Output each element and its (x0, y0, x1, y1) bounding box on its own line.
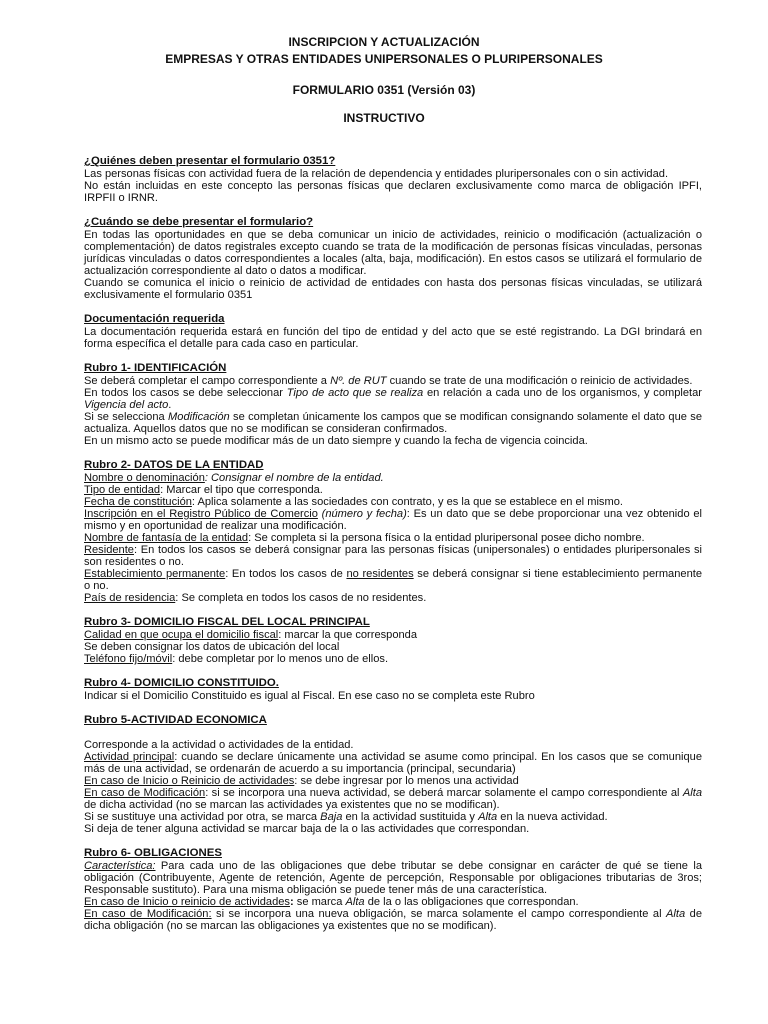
section-rubro-4 (84, 677, 702, 702)
document-body (84, 155, 702, 932)
field-description: Fecha de constitución: Aplica solamente a las sociedades con contrato, y es la que se establece en el mismo. (84, 496, 623, 508)
section-rubro-3 (84, 616, 702, 665)
section-heading: ¿Cuándo se debe presentar el formulario? (84, 216, 314, 228)
paragraph: Cuando se comunica el inicio o reinicio de actividad de entidades con hasta dos personas físicas vinculadas, se utilizará exclusivamente el formulario 0351 (84, 277, 702, 301)
field-description: En caso de Inicio o reinicio de actividades: se marca Alta de la o las obligaciones que correspondan. (84, 896, 579, 908)
section-heading: Rubro 4- DOMICILIO CONSTITUIDO. (84, 677, 279, 689)
paragraph: En todas las oportunidades en que se deba comunicar un inicio de actividades, reinicio o modificación (actualización o complementación) de datos registrales excepto cuando se trata de la modificación de personas físicas vinculadas, personas jurídicas vinculadas o datos correspondientes a locales (alta, baja, modificación). En estos casos se utilizará el formulario de actualización correspondiente al dato o datos a modificar. (84, 229, 702, 277)
form-title: FORMULARIO 0351 (Versión 03) (292, 83, 476, 97)
field-description: País de residencia: Se completa en todos los casos de no residentes. (84, 592, 427, 604)
field-description: Nombre de fantasía de la entidad: Se completa si la persona física o la entidad pluripersonal posee dicho nombre. (84, 532, 645, 544)
section-rubro-5 (84, 714, 702, 835)
field-description: En caso de Inicio o Reinicio de actividades: se debe ingresar por lo menos una actividad (84, 775, 519, 787)
section-heading: Rubro 2- DATOS DE LA ENTIDAD (84, 459, 264, 471)
paragraph: Si deja de tener alguna actividad se marcar baja de la o las actividades que correspondan. (84, 823, 530, 835)
section-heading: Rubro 3- DOMICILIO FISCAL DEL LOCAL PRINCIPAL (84, 616, 370, 628)
field-description: Característica: Para cada uno de las obligaciones que debe tributar se debe consignar en carácter de qué se tiene la obligación (Contribuyente, Agente de retención, Agente de percepción, Responsable por obligaciones tributarias de 3ros; Responsable sustituto). Para una misma obligación se puede tener más de una característica. (84, 860, 702, 896)
field-description: Nombre o denominación: Consignar el nombre de la entidad. (84, 472, 384, 484)
paragraph: Si se sustituye una actividad por otra, se marca Baja en la actividad sustituida y Alta en la nueva actividad. (84, 811, 608, 823)
section-heading: Rubro 6- OBLIGACIONES (84, 847, 222, 859)
section-rubro-6 (84, 847, 702, 932)
paragraph: La documentación requerida estará en función del tipo de entidad y del acto que se esté registrando. La DGI brindará en forma específica el detalle para cada caso en particular. (84, 326, 702, 350)
field-description: Establecimiento permanente: En todos los casos de no residentes se deberá consignar si tiene establecimiento permanente o no. (84, 568, 702, 592)
field-description: Calidad en que ocupa el domicilio fiscal: marcar la que corresponda (84, 629, 418, 641)
section-rubro-2 (84, 459, 702, 604)
paragraph: En todos los casos se debe seleccionar Tipo de acto que se realiza en relación a cada uno de los organismos, y completar Vigencia del acto. (84, 387, 702, 411)
paragraph: Indicar si el Domicilio Constituido es igual al Fiscal. En ese caso no se completa este Rubro (84, 690, 535, 702)
section-heading: ¿Quiénes deben presentar el formulario 0351? (84, 155, 336, 167)
paragraph: En un mismo acto se puede modificar más de un dato siempre y cuando la fecha de vigencia coincida. (84, 435, 588, 447)
section-quienes (84, 155, 702, 204)
section-rubro-1 (84, 362, 702, 447)
field-description: En caso de Modificación: si se incorpora una nueva actividad, se deberá marcar solamente el campo correspondiente al Alta de dicha actividad (no se marcan las actividades ya existentes que no se modifican). (84, 787, 703, 811)
field-description: En caso de Modificación: si se incorpora una nueva obligación, se marca solamente el campo correspondiente al Alta de dicha obligación (no se marcan las obligaciones ya existentes que no se modifican). (84, 908, 702, 932)
section-heading: Rubro 1- IDENTIFICACIÓN (84, 362, 227, 374)
section-heading: Documentación requerida (84, 313, 225, 325)
document-title (0, 34, 768, 68)
paragraph: Si se selecciona Modificación se completan únicamente los campos que se modifican consignando solamente el dato que se actualiza. Aquellos datos que no se modifican se consideran confirmados. (84, 411, 702, 435)
field-description: Actividad principal: cuando se declare únicamente una actividad se asume como principal. En los casos que se comunique más de una actividad, se ordenarán de acuerdo a su importancia (principal, secundaria) (84, 751, 702, 775)
instructivo-title: INSTRUCTIVO (343, 111, 425, 125)
paragraph: Las personas físicas con actividad fuera de la relación de dependencia y entidades pluripersonales con o sin actividad. (84, 168, 669, 180)
field-description: Residente: En todos los casos se deberá consignar para las personas físicas (unipersonales) o entidades pluripersonales si son residentes o no. (84, 544, 702, 568)
paragraph: Se deberá completar el campo correspondiente a Nº. de RUT cuando se trate de una modificación o reinicio de actividades. (84, 375, 693, 387)
title-line-1: INSCRIPCION Y ACTUALIZACIÓN (288, 35, 480, 49)
section-cuando (84, 216, 702, 301)
paragraph: No están incluidas en este concepto las personas físicas que declaren exclusivamente como marca de obligación IPFI, IRPFII o IRNR. (84, 180, 702, 204)
field-description: Teléfono fijo/móvil: debe completar por lo menos uno de ellos. (84, 653, 389, 665)
paragraph: Corresponde a la actividad o actividades de la entidad. (84, 739, 354, 751)
field-description: Se deben consignar los datos de ubicación del local (84, 641, 340, 653)
section-heading: Rubro 5-ACTIVIDAD ECONOMICA (84, 714, 267, 726)
title-line-2: EMPRESAS Y OTRAS ENTIDADES UNIPERSONALES O PLURIPERSONALES (165, 52, 603, 66)
field-description: Tipo de entidad: Marcar el tipo que corresponda. (84, 484, 323, 496)
section-documentacion (84, 313, 702, 350)
field-description: Inscripción en el Registro Público de Comercio (número y fecha): Es un dato que se debe proporcionar una vez obtenido el mismo y en oportunidad de realizar una modificación. (84, 508, 702, 532)
